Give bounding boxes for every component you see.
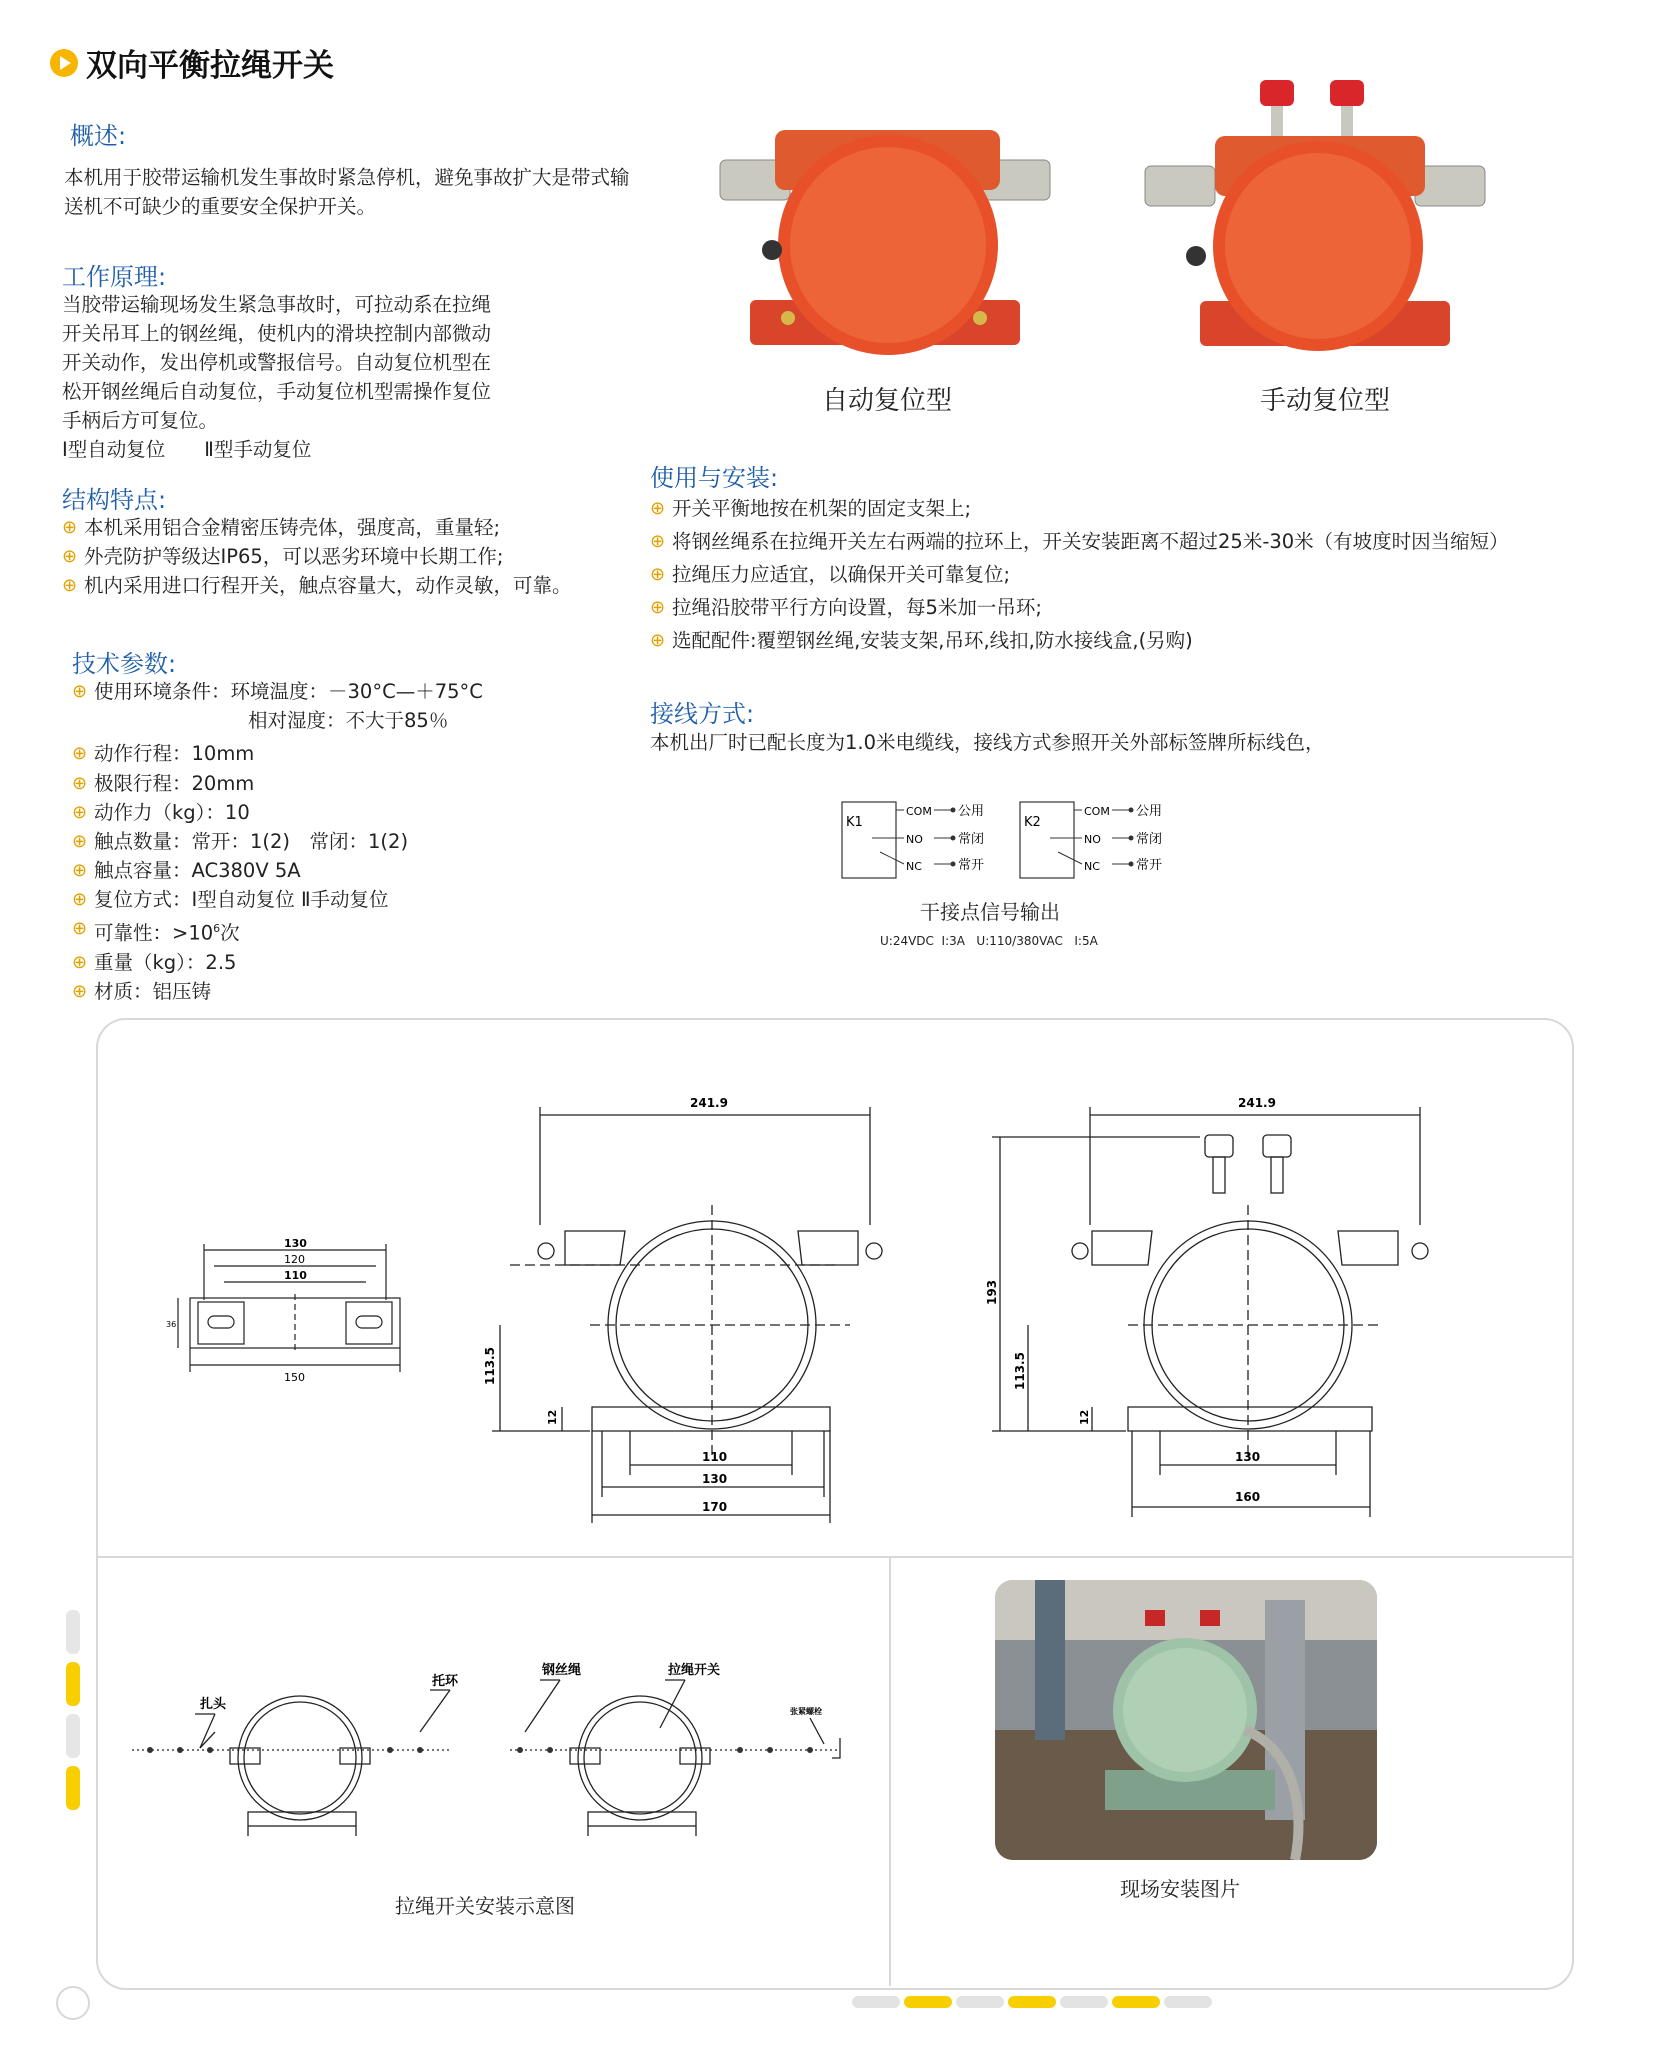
list-item: ⊕ 触点容量：AC380V 5A <box>72 856 592 885</box>
panel-divider <box>96 1556 1572 1558</box>
circle-plus-icon: ⊕ <box>62 575 78 596</box>
wiring-k1 <box>842 802 984 878</box>
svg-text:常开: 常开 <box>958 858 985 873</box>
svg-text:K1: K1 <box>846 815 863 830</box>
circle-plus-icon: ⊕ <box>650 498 666 519</box>
svg-text:COM: COM <box>906 805 932 818</box>
wiring-diagram <box>840 790 1180 890</box>
list-item: ⊕ 材质：铝压铸 <box>72 977 592 1006</box>
list-item: ⊕ 开关平衡地按在机架的固定支架上; <box>650 494 1590 523</box>
list-item: ⊕ 选配配件:覆塑钢丝绳,安装支架,吊环,线扣,防水接线盒,(另购) <box>650 626 1590 655</box>
circle-plus-icon: ⊕ <box>72 681 88 702</box>
side-tab <box>66 1714 80 1758</box>
svg-text:COM: COM <box>1084 805 1110 818</box>
principle-line: 当胶带运输现场发生紧急事故时，可拉动系在拉绳 <box>62 293 492 316</box>
auto-reset-caption: 自动复位型 <box>822 386 953 416</box>
list-item: ⊕ 动作行程：10mm <box>72 739 592 768</box>
svg-text:NC: NC <box>906 860 922 873</box>
svg-text:241.9: 241.9 <box>690 1096 728 1110</box>
tech-list <box>72 677 592 1006</box>
circle-plus-icon: ⊕ <box>72 951 88 973</box>
list-item: ⊕ 复位方式：Ⅰ型自动复位 Ⅱ手动复位 <box>72 885 592 914</box>
circle-plus-icon: ⊕ <box>72 889 88 910</box>
list-item: ⊕ 拉绳压力应适宜，以确保开关可靠复位; <box>650 560 1590 589</box>
svg-text:常开: 常开 <box>1136 858 1163 873</box>
principle-types: Ⅰ型自动复位 Ⅱ型手动复位 <box>62 438 312 461</box>
circle-plus-icon: ⊕ <box>650 564 666 585</box>
footer-bar <box>1008 1996 1056 2008</box>
footer-bar <box>852 1996 900 2008</box>
wiring-caption: 干接点信号输出 <box>920 900 1060 924</box>
svg-text:110: 110 <box>284 1269 307 1282</box>
footer-bar <box>1060 1996 1108 2008</box>
circle-plus-icon: ⊕ <box>650 531 666 552</box>
panel-divider-vertical <box>889 1556 891 1986</box>
svg-text:公用: 公用 <box>958 804 985 819</box>
svg-text:170: 170 <box>702 1500 728 1514</box>
svg-text:NO: NO <box>906 833 923 846</box>
circle-plus-icon: ⊕ <box>62 546 78 567</box>
list-item: ⊕ 使用环境条件： 环境温度：－30°C—＋75°C <box>72 677 592 706</box>
overview-text: 本机用于胶带运输机发生事故时紧急停机，避免事故扩大是带式输送机不可缺少的重要安全保护开关。 <box>64 166 630 218</box>
svg-text:K2: K2 <box>1024 815 1041 830</box>
svg-text:12: 12 <box>1078 1409 1091 1425</box>
list-item: ⊕ 拉绳沿胶带平行方向设置，每5米加一吊环; <box>650 593 1590 622</box>
page-title-text: 双向平衡拉绳开关 <box>86 48 334 84</box>
circle-plus-icon: ⊕ <box>72 802 88 823</box>
circle-plus-icon: ⊕ <box>72 918 88 939</box>
svg-text:NC: NC <box>1084 860 1100 873</box>
list-item: ⊕ 动作力（kg）：10 <box>72 798 592 827</box>
side-view-drawing <box>980 1085 1450 1505</box>
footer-bar <box>956 1996 1004 2008</box>
svg-text:托环: 托环 <box>432 1674 459 1689</box>
svg-text:241.9: 241.9 <box>1238 1096 1276 1110</box>
svg-text:常闭: 常闭 <box>1136 832 1163 847</box>
circle-plus-icon: ⊕ <box>72 743 88 764</box>
site-installation-photo <box>995 1580 1377 1860</box>
installation-caption: 拉绳开关安装示意图 <box>395 1894 575 1918</box>
structure-list <box>62 513 582 600</box>
list-item: ⊕ 触点数量：常开：1(2) 常闭：1(2) <box>72 827 592 856</box>
tech-heading: 技术参数: <box>72 650 177 678</box>
svg-text:36: 36 <box>166 1320 177 1329</box>
circle-plus-icon: ⊕ <box>72 773 88 794</box>
list-item: ⊕ 外壳防护等级达IP65，可以恶劣环境中长期工作; <box>62 542 582 571</box>
footer-bar <box>1112 1996 1160 2008</box>
svg-text:钢丝绳: 钢丝绳 <box>542 1663 582 1678</box>
principle-text <box>62 290 662 464</box>
site-photo-caption: 现场安装图片 <box>1120 1877 1240 1901</box>
svg-text:130: 130 <box>702 1472 728 1486</box>
list-item: ⊕ 本机采用铝合金精密压铸壳体，强度高，重量轻; <box>62 513 582 542</box>
principle-line: 手柄后方可复位。 <box>62 409 219 432</box>
circle-plus-icon: ⊕ <box>62 517 78 538</box>
svg-text:常闭: 常闭 <box>958 832 985 847</box>
principle-line: 开关动作，发出停机或警报信号。自动复位机型在 <box>62 351 492 374</box>
footer-bar <box>1164 1996 1212 2008</box>
circle-plus-icon: ⊕ <box>650 597 666 618</box>
svg-text:公用: 公用 <box>1136 804 1163 819</box>
svg-text:130: 130 <box>1235 1450 1261 1464</box>
list-item: ⊕ 机内采用进口行程开关，触点容量大，动作灵敏，可靠。 <box>62 571 582 600</box>
usage-heading: 使用与安装: <box>650 464 779 492</box>
bracket-drawing <box>160 1230 420 1390</box>
list-item: ⊕ 将钢丝绳系在拉绳开关左右两端的拉环上，开关安装距离不超过25米-30米（有坡度时因当缩短） <box>650 527 1590 556</box>
svg-text:193: 193 <box>985 1279 999 1305</box>
list-item: 相对湿度：不大于85％ <box>248 709 449 732</box>
overview-heading: 概述: <box>70 122 127 150</box>
list-item: ⊕ 极限行程：20mm <box>72 769 592 798</box>
manual-reset-caption: 手动复位型 <box>1260 386 1391 416</box>
svg-text:NO: NO <box>1084 833 1101 846</box>
wiring-rating: U:24VDC I:3A U:110/380VAC I:5A <box>880 934 1098 948</box>
principle-line: 松开钢丝绳后自动复位，手动复位机型需操作复位 <box>62 380 492 403</box>
svg-text:160: 160 <box>1235 1490 1261 1504</box>
usage-list <box>650 494 1590 655</box>
list-item: ⊕ 可靠性：$>10^6$次 <box>72 914 592 948</box>
side-tab <box>66 1662 80 1706</box>
footer-bar <box>904 1996 952 2008</box>
svg-text:130: 130 <box>284 1237 307 1250</box>
svg-text:拉绳开关: 拉绳开关 <box>668 1663 721 1678</box>
circle-plus-icon: ⊕ <box>72 980 88 1002</box>
svg-text:12: 12 <box>546 1409 559 1425</box>
svg-text:张紧螺栓: 张紧螺栓 <box>790 1707 822 1716</box>
side-tab <box>66 1610 80 1654</box>
manual-reset-switch-photo <box>1130 66 1530 366</box>
side-tab <box>66 1766 80 1810</box>
circle-plus-icon: ⊕ <box>72 860 88 881</box>
structure-heading: 结构特点: <box>62 486 167 514</box>
principle-heading: 工作原理: <box>62 263 167 291</box>
svg-text:113.5: 113.5 <box>483 1347 497 1385</box>
svg-text:113.5: 113.5 <box>1013 1352 1027 1390</box>
circle-plus-icon: ⊕ <box>650 630 666 651</box>
list-item: ⊕ 重量（kg）：2.5 <box>72 948 592 977</box>
svg-text:150: 150 <box>284 1371 305 1384</box>
auto-reset-switch-photo <box>680 100 1100 360</box>
svg-text:扎头: 扎头 <box>200 1697 227 1712</box>
installation-schematic <box>120 1640 880 1840</box>
principle-line: 开关吊耳上的钢丝绳，使机内的滑块控制内部微动 <box>62 322 492 345</box>
wiring-heading: 接线方式: <box>650 700 755 728</box>
front-view-drawing <box>480 1085 880 1514</box>
wiring-text: 本机出厂时已配长度为1.0米电缆线，接线方式参照开关外部标签牌所标线色， <box>650 731 1325 754</box>
footer-circle <box>56 1986 90 2020</box>
play-arrow-icon <box>50 49 78 77</box>
page-title <box>50 40 334 85</box>
svg-text:110: 110 <box>702 1450 728 1464</box>
wiring-k2 <box>1020 802 1162 878</box>
svg-text:120: 120 <box>284 1253 305 1266</box>
circle-plus-icon: ⊕ <box>72 831 88 852</box>
